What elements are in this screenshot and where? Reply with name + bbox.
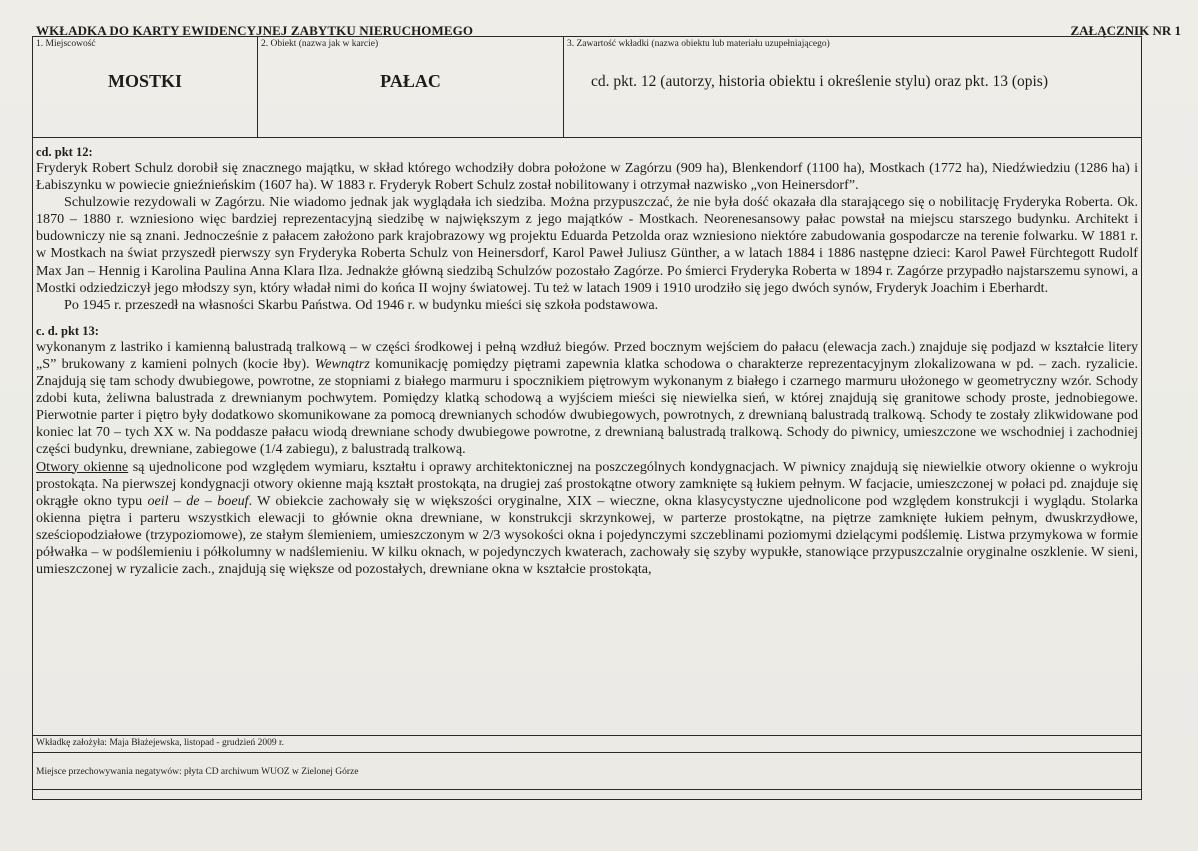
place-label: 1. Miejscowość: [36, 39, 96, 49]
contents-cell: [564, 37, 1141, 137]
section-12-paragraph-2: Schulzowie rezydowali w Zagórzu. Nie wiadomo jednak jak wyglądała ich siedziba. Można przypuszczać, że nie była dość okazała dla starającego się o nobilitację Fryderyka Roberta. Ok. 1870 – 1880 r. wzniesiono więc bardziej reprezentacyjną siedzibę w największym z jego majątków - Mostkach. Neorenesansowy pałac powstał na miejscu starszego budynku. Architekt i budowniczy nie są znani. Jednocześnie z pałacem założono park krajobrazowy wg projektu Eduarda Petzolda oraz wzniesiono niektóre zabudowania gospodarcze na terenie folwarku. W 1881 r. w Mostkach na świat przyszedł pierwszy syn Fryderyka Roberta Schulz von Heinersdorf, Karol Paweł Juliusz Günther, a w latach 1884 i 1886 następne dzieci: Karol Paweł Fürchtegott Rudolf Max Jan – Hennig i Karolina Paulina Anna Klara Ilza. Jednakże główną siedzibą Schulzów pozostało Zagórze. Po śmierci Fryderyka Roberta w 1894 r. Zagórze przypadło najstarszemu synowi, a Mostki odziedziczył jego młodszy syn, który władał nimi do końca II wojny światowej. Tu też w latach 1909 i 1910 urodziło się jego dwóch synów, Fryderyk Joachim i Eberhardt.: [36, 194, 1138, 296]
storage-divider: [33, 789, 1141, 790]
contents-label: 3. Zawartość wkładki (nazwa obiektu lub materiału uzupełniającego): [567, 39, 830, 49]
creator-line: Wkładkę założyła: Maja Błażejewska, listopad - grudzień 2009 r.: [33, 735, 1141, 753]
attachment-number: ZAŁĄCZNIK NR 1: [1070, 23, 1181, 38]
section-13-paragraph-1: [36, 339, 1138, 459]
text-run: . W obiekcie zachowały się w większości oryginalne, XIX – wieczne, okna klasycystyczne ujednolicone pod względem konstrukcji i wyglądu. Stolarka okienna piętra i parteru wszystkich elewacji to głównie okna drewniane, w konstrukcji skrzynkowej, w parterze prostokątne, na piętrze zamknięte łukiem pełnym, dwuskrzydłowe, sześciopodziałowe (trzypoziomowe), ze stałym ślemieniem, umieszczonym w 2/3 wysokości okna i pojedynczymi szczeblinami poziomymi dzielącymi podślemię. Listwa przymykowa w formie półwałka – w podślemieniu i półkolumny w nadślemieniu. W kilku oknach, w pojedynczych kwaterach, zachowały się szyby wypukłe, stanowiące przypuszczalnie oryginalne oszklenie. W sieni, umieszczonej w ryzalicie zach., znajdują się większe od pozostałych, drewniane okna w kształcie prostokąta,: [36, 492, 1139, 578]
storage-text: Miejsce przechowywania negatywów: płyta CD archiwum WUOZ w Zielonej Górze: [36, 767, 359, 777]
object-value: PAŁAC: [380, 71, 441, 91]
italic-term-oeil-de-boeuf: oeil – de – boeuf: [147, 492, 249, 509]
object-label: 2. Obiekt (nazwa jak w karcie): [261, 39, 379, 49]
place-cell: [33, 37, 258, 137]
section-13-paragraph-2: [36, 459, 1138, 579]
section-13-heading: c. d. pkt 13:: [36, 323, 99, 338]
text-run: są ujednolicone pod względem wymiaru, kształtu i oprawy architektonicznej na poszczególnych kondygnacjach. W piwnicy znajdują się niewielkie otwory okienne o wykroju prostokąta. Na pierwszej kondygnacji otwory okienne mają kształt prostokąta, na drugiej zaś prostokątne otwory zamknięte są łukiem pełnym. W facjacie, umieszczonej w połaci pd. znajduje się okrągłe okno typu: [36, 458, 1138, 509]
section-12-paragraph-1: Fryderyk Robert Schulz dorobił się znacznego majątku, w skład którego wchodziły dobra położone w Zagórzu (909 ha), Blenkendorf (1100 ha), Mostkach (1772 ha), Niedźwiedziu (1286 ha) i Łabiszynku w powiecie gnieźnieńskim (1607 ha). W 1883 r. Fryderyk Robert Schulz został nobilitowany i otrzymał nazwisko „von Heinersdorf”.: [36, 160, 1138, 194]
italic-term-wewnatrz: Wewnątrz: [314, 355, 370, 372]
place-value: MOSTKI: [107, 71, 182, 91]
text-run: komunikację pomiędzy piętrami zapewnia klatka schodowa o charakterze reprezentacyjnym zlokalizowana w pd. – zach. ryzalicie. Znajdują się tam schody dwubiegowe, powrotne, ze stopniami z białego marmuru i spocznikiem piętrowym wykonanym z białego i czarnego marmuru ułożonego w geometryczny wzór. Schody zdobi kuta, żeliwna balustrada z drewnianym pochwytem. Pomiędzy klatką schodową a wyjściem mieści się niewielka sień, w której znajdują się granitowe schody proste, jednobiegowe. Pierwotnie parter i piętro były dodatkowo skomunikowane za pomocą drewnianych schodów dwubiegowych, powrotnych, z drewnianą balustradą tralkową. Schody te zostały zlikwidowane pod koniec lat 70 – tych XX w. Na poddasze pałacu wiodą drewniane schody dwubiegowe powrotne, z drewnianą balustradą tralkową. Schody do piwnicy, umieszczone we wschodniej i zachodniej części budynku, drewniane, zabiegowe (1/4 zabiegu), z balustradą tralkową.: [36, 355, 1138, 458]
document-body: [33, 137, 1141, 737]
contents-value: cd. pkt. 12 (autorzy, historia obiektu i określenie stylu) oraz pkt. 13 (opis): [591, 73, 1049, 90]
header-fields-row: [33, 37, 1141, 138]
form-frame: [32, 36, 1142, 800]
underlined-term-otwory-okienne: Otwory okienne: [36, 458, 129, 475]
section-12-heading: cd. pkt 12:: [36, 145, 93, 159]
object-cell: [258, 37, 564, 137]
negatives-storage: [33, 753, 1141, 777]
text-run: wykonanym z lastriko i kamienną balustradą tralkową – w części środkowej i pełną wzdłuż biegów. Przed bocznym wejściem do pałacu (elewacja zach.) znajduje się podjazd w kształcie litery „S” brukowany z kamieni polnych (kocie łby).: [36, 338, 1138, 372]
form-title: WKŁADKA DO KARTY EWIDENCYJNEJ ZABYTKU NIERUCHOMEGO: [36, 23, 474, 38]
section-12-paragraph-3: Po 1945 r. przeszedł na własności Skarbu Państwa. Od 1946 r. w budynku mieści się szkoła podstawowa.: [64, 296, 659, 313]
